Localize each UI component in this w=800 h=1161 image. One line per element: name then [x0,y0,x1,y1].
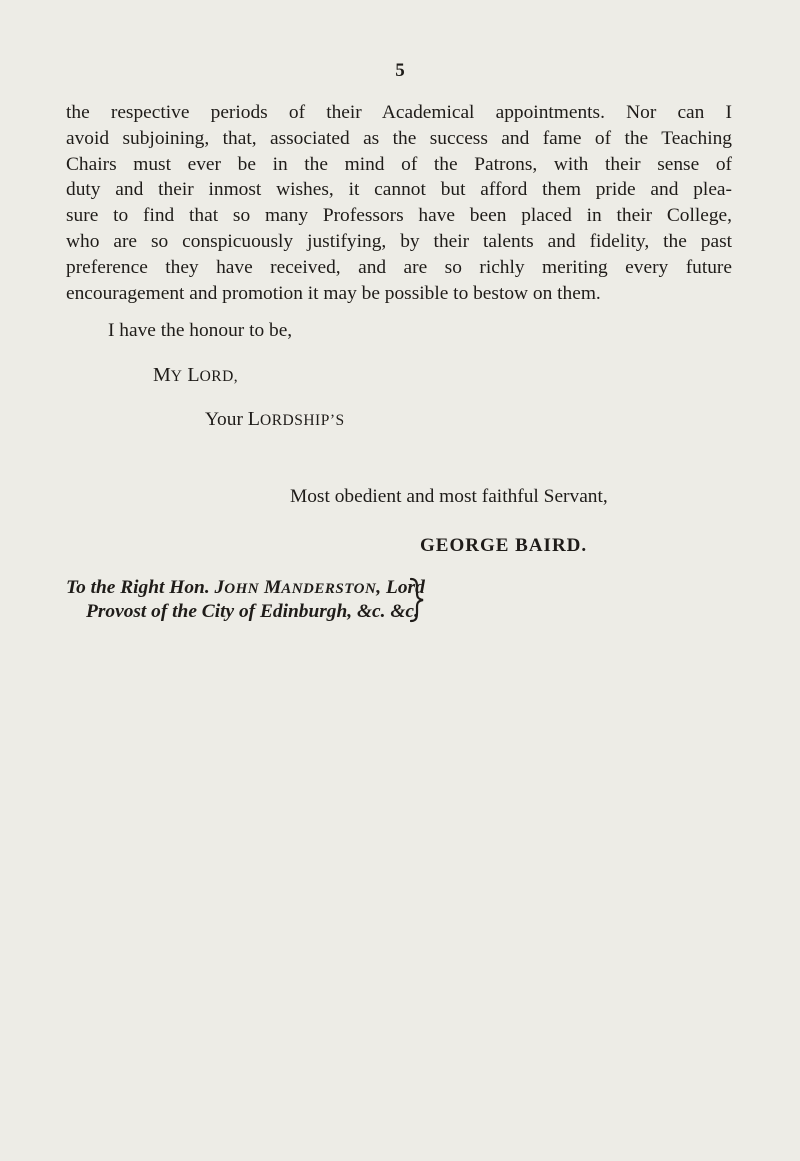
closing-honour: I have the honour to be, [108,320,293,341]
paragraph-line: encouragement and promotion it may be possible to bestow on them. [66,282,601,304]
paragraph-line: avoid subjoining, that, associated as the success and fame of the Teaching [66,127,732,149]
address-line-1: To the Right Hon. JOHN MANDERSTON, Lord [66,577,425,598]
paragraph-line: preference they have received, and are so richly meriting every future [66,256,732,278]
closing-lordship: Your LORDSHIP’S [205,408,345,430]
paragraph-line: duty and their inmost wishes, it cannot but afford them pride and plea- [66,179,732,201]
closing-salutation: MY LORD, [153,364,239,386]
page-number: 5 [395,60,405,81]
paragraph-line: Chairs must ever be in the mind of the Patrons, with their sense of [66,153,732,175]
right-brace-icon [410,577,424,623]
body-paragraph [66,100,732,306]
paragraph-line: sure to find that so many Professors have been placed in their College, [66,205,732,227]
signature: GEORGE BAIRD. [420,535,588,556]
paragraph-line: who are so conspicuously justifying, by their talents and fidelity, the past [66,230,732,252]
closing-servant: Most obedient and most faithful Servant, [290,486,608,507]
address-line-2: Provost of the City of Edinburgh, &c. &c. [86,601,419,622]
paragraph-line: the respective periods of their Academical appointments. Nor can I [66,102,732,123]
